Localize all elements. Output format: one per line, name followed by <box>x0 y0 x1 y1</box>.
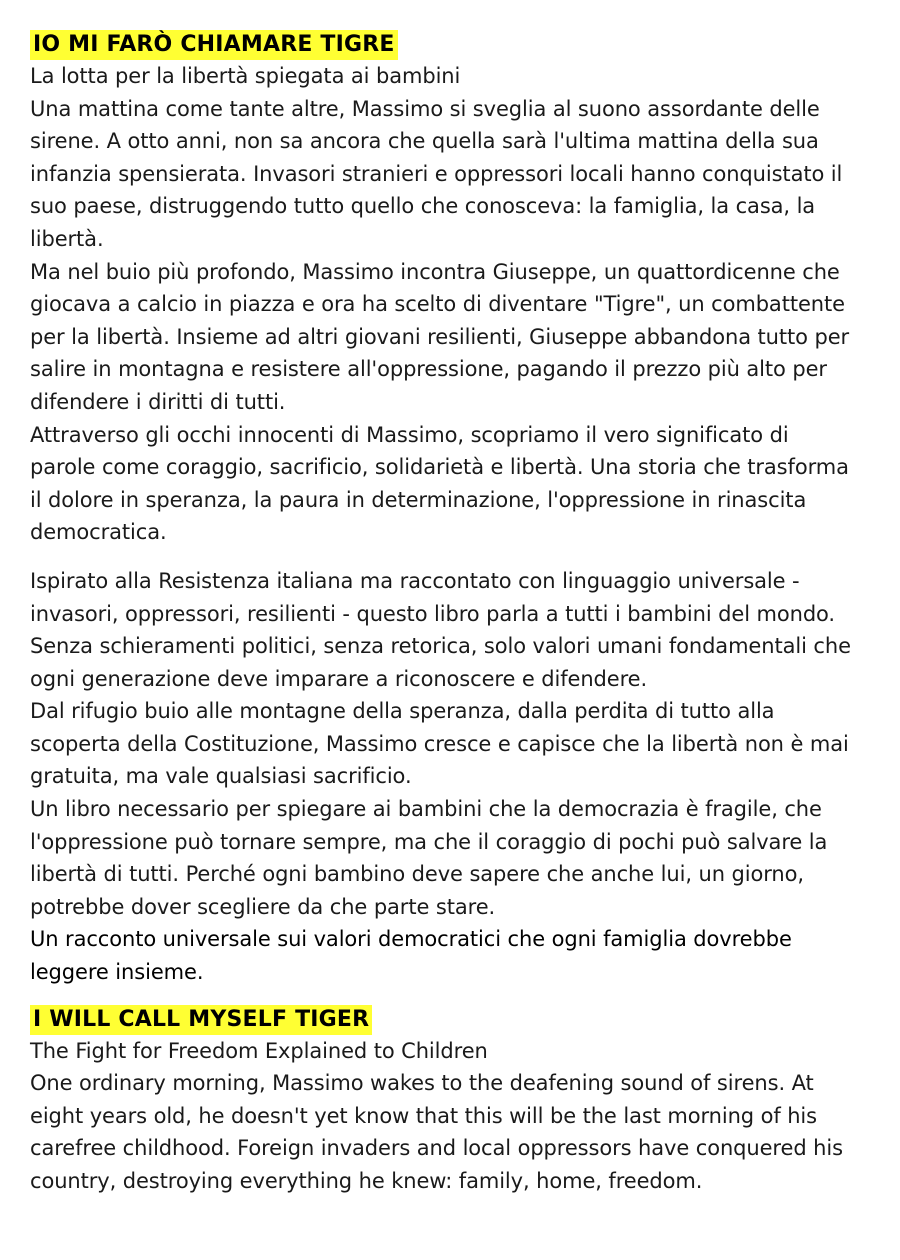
english-paragraph-1: One ordinary morning, Massimo wakes to the deafening sound of sirens. At eight years old, he doesn't yet know that this will be the last morning of his carefree childhood. Foreign invaders and local oppressors have conquered his country, destroying everything he knew: family, home, freedom. <box>30 1071 843 1193</box>
italian-subtitle: La lotta per la libertà spiegata ai bambini <box>30 64 461 88</box>
italian-paragraph-2: Ma nel buio più profondo, Massimo incontra Giuseppe, un quattordicenne che giocava a calcio in piazza e ora ha scelto di diventare "Tigre", un combattente per la libertà. Insieme ad altri giovani resilienti, Giuseppe abbandona tutto per salire in montagna e resistere all'oppressione, pagando il prezzo più alto per difendere i diritti di tutti. <box>30 259 850 414</box>
italian-title: IO MI FARÒ CHIAMARE TIGRE <box>30 30 398 60</box>
italian-paragraph-5: Dal rifugio buio alle montagne della speranza, dalla perdita di tutto alla scoperta della Costituzione, Massimo cresce e capisce che la libertà non è mai gratuita, ma vale qualsiasi sacrificio. <box>30 699 849 789</box>
english-section <box>30 1005 860 1198</box>
italian-section <box>30 30 860 989</box>
italian-paragraph-3: Attraverso gli occhi innocenti di Massimo, scopriamo il vero significato di parole come coraggio, sacrificio, solidarietà e libertà. Una storia che trasforma il dolore in speranza, la paura in determinazione, l'oppressione in rinascita democratica. <box>30 422 849 545</box>
italian-closing-line: Un racconto universale sui valori democratici che ogni famiglia dovrebbe leggere insieme. <box>30 927 792 985</box>
english-title: I WILL CALL MYSELF TIGER <box>30 1005 372 1035</box>
italian-paragraph-4: Ispirato alla Resistenza italiana ma raccontato con linguaggio universale - invasori, oppressori, resilienti - questo libro parla a tutti i bambini del mondo. Senza schieramenti politici, senza retorica, solo valori umani fondamentali che ogni generazione deve imparare a riconoscere e difendere. <box>30 568 851 691</box>
english-subtitle: The Fight for Freedom Explained to Children <box>30 1038 488 1063</box>
italian-paragraph-1: Una mattina come tante altre, Massimo si sveglia al suono assordante delle sirene. A otto anni, non sa ancora che quella sarà l'ultima mattina della sua infanzia spensierata. Invasori stranieri e oppressori locali hanno conquistato il suo paese, distruggendo tutto quello che conosceva: la famiglia, la casa, la libertà. <box>30 96 843 251</box>
italian-paragraph-6: Un libro necessario per spiegare ai bambini che la democrazia è fragile, che l'oppressione può tornare sempre, ma che il coraggio di pochi può salvare la libertà di tutti. Perché ogni bambino deve sapere che anche lui, un giorno, potrebbe dover scegliere da che parte stare. <box>30 797 828 919</box>
paragraph-gap <box>30 549 860 565</box>
